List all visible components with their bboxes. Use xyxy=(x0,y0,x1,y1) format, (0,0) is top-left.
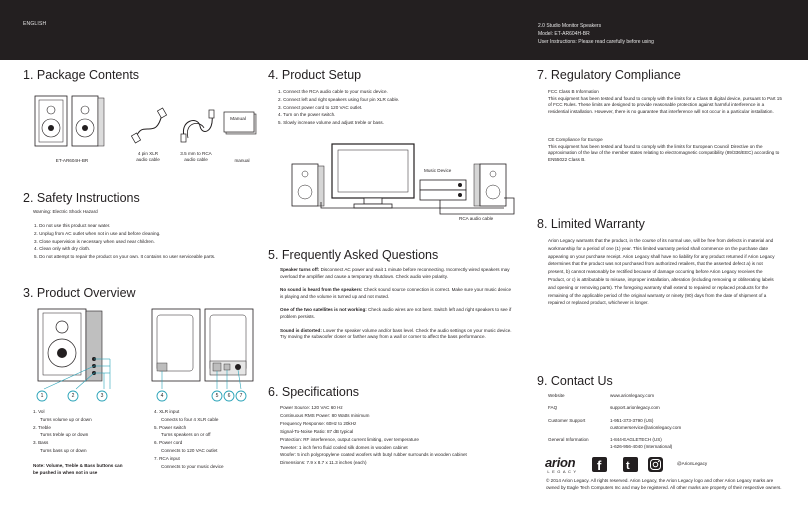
faq-item xyxy=(280,307,512,320)
callout-7: 7 xyxy=(239,393,243,399)
spec-line: Tweeter: 1 inch ferro fluid cooled silk domes in wooden cabinet xyxy=(280,444,408,450)
fcc-body: This equipment has been tested and found to comply with the limits for a Class B digital device, pursuant to Part 15 of FCC Rules. These limits are designed to provide reasonable protection against harmful interference in a residential installation. However, there is no guarantee that interference will not occur in a particular installation. xyxy=(548,95,782,114)
faq-link[interactable]: support.arionlegacy.com xyxy=(610,405,660,410)
svg-text:t: t xyxy=(626,460,630,472)
rca-cable-icon xyxy=(178,108,218,144)
setup-step: 5. Slowly increase volume and adjust treble or bass. xyxy=(278,120,384,126)
overview-item-label: 4. XLR input xyxy=(154,409,180,414)
contact-title: 9. Contact Us xyxy=(537,374,613,388)
safety-item: 4. Clean only with dry cloth. xyxy=(34,246,91,252)
instructions-note: User Instructions: Please read carefully before using xyxy=(538,39,654,45)
xlr-cable-icon xyxy=(132,108,166,144)
overview-item-label: 1. Vol xyxy=(33,409,45,414)
support-contact[interactable]: 1-951-373-3790 (US) customerservice@arionlegacy.com xyxy=(610,418,682,430)
callout-2: 2 xyxy=(71,393,75,399)
overview-item-label: 6. Power cord xyxy=(154,440,183,446)
callout-3: 3 xyxy=(100,393,104,399)
overview-item-desc: Turns bass up or down xyxy=(40,447,87,453)
music-device-label: Music Device xyxy=(424,168,452,173)
spec-line: Frequency Response: 60Hz to 20kHz xyxy=(280,420,357,426)
manual-cover-label: Manual xyxy=(230,117,246,122)
overview-item-desc: Turns volume up or down xyxy=(40,416,92,422)
specs-title: 6. Specifications xyxy=(268,385,360,399)
setup-diagram xyxy=(290,140,530,230)
social-handle: @ArionLegacy xyxy=(677,461,708,466)
spec-line: Protection: RF interference, output current limiting, over temperature xyxy=(280,436,419,442)
overview-item-desc: Conects to four 4 XLR cable xyxy=(161,416,219,422)
general-contact[interactable]: 1-844-EAGLETECH (US) 1-626-956-4040 (International) xyxy=(610,437,673,449)
callout-1: 1 xyxy=(40,393,44,399)
package-item-manual: manual xyxy=(234,158,250,163)
safety-item: 3. Close supervision is necessary when used near children. xyxy=(34,238,155,244)
faq-list xyxy=(280,267,512,348)
warranty-title: 8. Limited Warranty xyxy=(537,217,645,231)
overview-item-desc: Turns speakers on or off xyxy=(161,432,211,438)
warranty-body: Arion Legacy warrants that the product, in the course of its normal use, will be free from defects in material and workmanship for a period of one (1) year. This limited warranty period shall commence on the purchase date appearing on your purchase receipt. Arion Legacy shall have no liability for any product returned if Arion Legacy determines that the product was not purchased from authorized retailers, that the asserted defect a) is not present, b) cannot reasonably be rectified because of damage occurring before Arion Legacy receives the Product, or c) is attributable to misuse, improper installation, alteration (including removing or obliterating labels and opening or removing parts). The foregoing warranty shall extend to repaired or replaced products for the remaining of the applicable period of the original warranty or ninety (90) days from the date of shipment of a repaired or replaced product, whichever is longer. xyxy=(548,238,775,306)
spec-line: Continuous RMS Power: 80 Watts minimum xyxy=(280,412,370,418)
overview-title: 3. Product Overview xyxy=(23,286,136,300)
safety-warning: Warning: Electric Shock Hazard xyxy=(33,209,98,214)
header-info xyxy=(538,22,654,46)
callout-5: 5 xyxy=(215,393,219,399)
callouts-front xyxy=(36,386,136,406)
safety-item: 1. Do not use this product near water. xyxy=(34,223,111,228)
faq-answer: Lower the speaker volume and/or bass level. Check the audio settings on your music device. Try moving the subwoofer closer or farther away from a wall or corner to affect the bass performance. xyxy=(280,327,512,340)
spec-line: Power Source: 120 VAC 60 Hz xyxy=(280,405,343,410)
safety-item: 2. Unplug from AC outlet when not in use and before cleaning. xyxy=(34,230,161,236)
fcc-heading: FCC Class B Information xyxy=(548,89,599,94)
ce-block xyxy=(548,137,782,163)
twitter-icon[interactable] xyxy=(623,457,638,472)
faq-answer: Check sound source connection is correct. Make sure your music device is playing and the volume is turned up and not muted. xyxy=(280,287,512,299)
overview-item-desc: Connects to 120 VAC outlet xyxy=(161,447,218,453)
svg-text:f: f xyxy=(597,458,602,473)
specs-list xyxy=(280,404,467,467)
setup-step: 4. Turn on the power switch. xyxy=(278,112,336,118)
package-item-speakers: ET-AR604H-BR xyxy=(55,158,89,163)
language-label: ENGLISH xyxy=(23,21,47,27)
fcc-block xyxy=(548,89,782,115)
setup-title: 4. Product Setup xyxy=(268,68,362,82)
setup-step: 1. Connect the RCA audio cable to your music device. xyxy=(278,89,388,94)
overview-item-label: 3. Bass xyxy=(33,440,49,446)
facebook-icon[interactable] xyxy=(592,457,607,472)
ce-heading: CE Compliance for Europe xyxy=(548,137,603,142)
faq-question: No sound is heard from the speakers: xyxy=(280,287,363,293)
faq-answer: Check audio wires are not bent. Switch left and right speakers to see if problem persists. xyxy=(280,307,512,319)
package-item-xlr: 4 pin XLR audio cable xyxy=(136,151,160,162)
faq-question: One of the two satellites is not working: xyxy=(280,307,367,313)
overview-item-desc: Turns treble up or down xyxy=(40,432,89,438)
package-contents-title: 1. Package Contents xyxy=(23,68,140,82)
setup-steps xyxy=(278,88,399,127)
safety-list xyxy=(34,222,215,261)
speakers-illustration xyxy=(30,94,110,156)
contact-label: FAQ xyxy=(548,405,558,410)
overview-right-list xyxy=(154,408,264,470)
safety-title: 2. Safety Instructions xyxy=(23,191,140,205)
logo-wordmark: arion xyxy=(545,455,576,470)
model-number: Model: ET-AR604H-BR xyxy=(538,31,590,37)
overview-note: Note: Volume, Treble & Bass buttons can be pushed in when not in use xyxy=(33,463,123,475)
website-link[interactable]: www.arionlegacy.com xyxy=(610,393,655,398)
faq-answer: Disconnect AC power and wait 1 minute before reconnecting. Incorrectly wired speakers may overload the amplifier and cause a temporary shutdown. Check audio wire polarity. xyxy=(280,267,510,279)
faq-item xyxy=(280,328,512,341)
product-name: 2.0 Studio Monitor Speakers xyxy=(538,23,602,29)
overview-item-label: 7. RCA input xyxy=(154,455,180,461)
safety-item: 5. Do not attempt to repair the product on your own. It contains no user serviceable parts. xyxy=(34,254,216,260)
rca-cable-label: RCA audio cable xyxy=(459,216,494,221)
package-item-rca: 3.5 mm to RCA audio cable xyxy=(180,151,212,162)
contact-label: Website xyxy=(548,393,565,398)
setup-step: 2. Connect left and right speakers using four pin XLR cable. xyxy=(278,96,400,102)
contact-label: General Information xyxy=(548,437,589,442)
faq-item xyxy=(280,267,512,280)
spec-line: Dimensions: 7.9 x 8.7 x 11.3 inches (each) xyxy=(280,460,367,466)
overview-left-list xyxy=(33,408,143,455)
faq-item xyxy=(280,287,512,300)
regulatory-title: 7. Regulatory Compliance xyxy=(537,68,681,82)
header-bar xyxy=(0,0,808,60)
spec-line: Woofer: 5 inch polypropylene coated woofers with butyl rubber surrounds in wooden cabinet xyxy=(280,452,467,458)
copyright-text: © 2014 Arion Legacy. All rights reserved. Arion Legacy, the Arion Legacy logo and other Arion Legacy marks are owned by Eagle Tech Computers Inc and may be registered. All other marks are property of their respective owners. xyxy=(546,478,782,490)
instagram-icon[interactable] xyxy=(648,457,663,472)
setup-step: 3. Connect power cord to 120 VAC outlet. xyxy=(278,104,363,110)
ce-body: This equipment has been tested and found to comply with the limits for European Council Directive on the approximation of the law of the member states relating to electromagnetic compatibility (89/336/EEC) according to EN55022 Class B. xyxy=(548,143,780,162)
overview-item-label: 5. Power switch xyxy=(154,424,187,430)
overview-item-label: 2. Treble xyxy=(33,424,51,430)
faq-question: Sound is distorted: xyxy=(280,327,322,333)
callout-6: 6 xyxy=(227,393,231,399)
overview-item-desc: Connects to your music device xyxy=(161,463,224,469)
callout-4: 4 xyxy=(160,393,164,399)
arion-logo xyxy=(545,456,581,475)
logo-subtitle: LEGACY xyxy=(547,469,579,474)
faq-question: Speaker turns off: xyxy=(280,267,320,272)
spec-line: Signal-To-Noise Ratio: 87 dB typical xyxy=(280,428,354,434)
faq-title: 5. Frequently Asked Questions xyxy=(268,248,439,262)
contact-label: Customer Support xyxy=(548,418,586,423)
